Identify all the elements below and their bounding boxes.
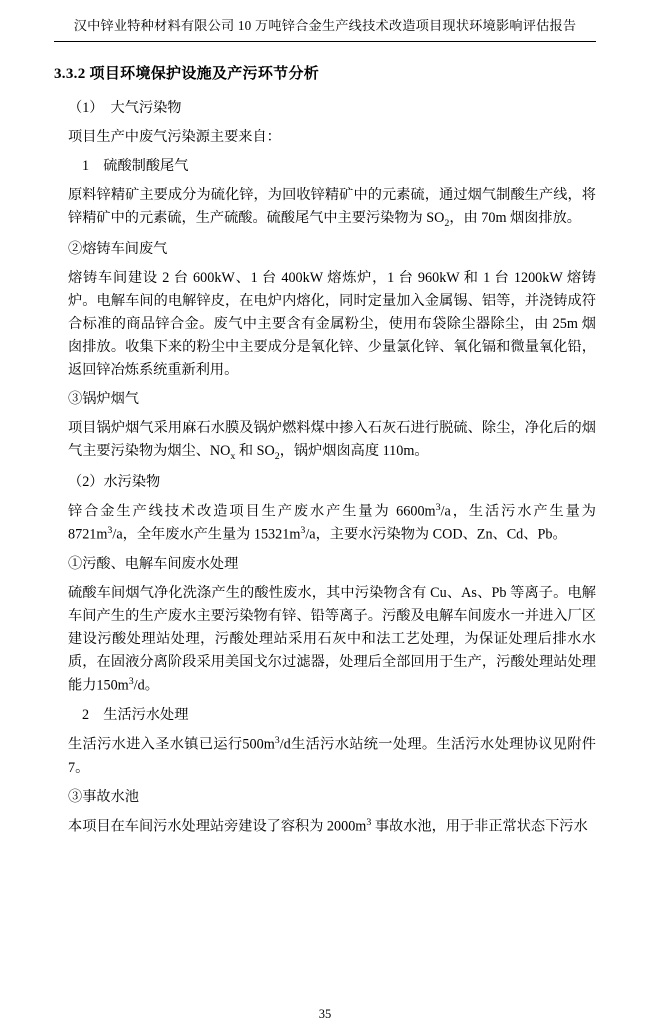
- paragraph-water-item-2-title: 2 生活污水处理: [82, 706, 189, 723]
- paragraph-item-2-body: 熔铸车间建设 2 台 600kW、1 台 400kW 熔炼炉，1 台 960kW 和 1 台 1200kW 熔铸炉。电解车间的电解锌皮，在电炉内熔化，同时定量加入金属锡、铝等，并浇铸成符合标准的商品锌合金。废气中主要含有金属粉尘，使用布袋除尘器除尘，由 25m 烟囱排放。收集下来的粉尘中主要成分是氧化锌、少量氯化锌、氧化镉和微量氧化铅，返回锌冶炼系统重新利用。: [68, 269, 596, 378]
- paragraph-item-1-body: 原料锌精矿主要成分为硫化锌，为回收锌精矿中的元素硫，通过烟气制酸生产线，将锌精矿中的元素硫，生产硫酸。硫酸尾气中主要污染物为 $SO_2$，由 70m 烟囱排放。: [68, 186, 596, 229]
- section-heading: 3.3.2 项目环境保护设施及产污环节分析: [54, 65, 320, 82]
- paragraph-water-item-1-title: ①污酸、电解车间废水处理: [68, 556, 239, 573]
- paragraph-water-item-1-body: 硫酸车间烟气净化洗涤产生的酸性废水，其中污染物含有 Cu、As、Pb 等离子。电解车间产生的生产废水主要污染物有锌、铅等离子。污酸及电解车间废水一并进入厂区建设污酸处理站处理，污酸处理站采用石灰中和法工艺处理，为保证处理后排水水质，在固液分离阶段采用美国戈尔过滤器，处理后全部回用于生产，污酸处理站处理能力$150m^3/d$。: [68, 585, 596, 694]
- paragraph-water-item-3-body: 本项目在车间污水处理站旁建设了容积为 $2000m^3$ 事故水池，用于非正常状态下污水: [68, 816, 588, 835]
- paragraph-air-sources-intro: 项目生产中废气污染源主要来自：: [68, 128, 281, 145]
- page-number: 35: [318, 1007, 332, 1021]
- paragraph-water-pollutants-title: （2）水污染物: [68, 473, 161, 490]
- paragraph-item-1-title: 1 硫酸制酸尾气: [82, 157, 189, 174]
- paragraph-water-item-2-body: 生活污水进入圣水镇已运行$500m^3/d$生活污水站统一处理。生活污水处理协议见附件7。: [68, 734, 596, 776]
- paragraph-water-item-3-title: ③事故水池: [68, 788, 139, 805]
- document-header: 汉中锌业特种材料有限公司 10 万吨锌合金生产线技术改造项目现状环境影响评估报告: [54, 16, 596, 42]
- paragraph-item-3-title: ③锅炉烟气: [68, 390, 139, 407]
- paragraph-item-3-body: 项目锅炉烟气采用麻石水膜及锅炉燃料煤中掺入石灰石进行脱硫、除尘，净化后的烟气主要污染物为烟尘、$NO_x$ 和 $SO_2$，锅炉烟囱高度 110m。: [68, 419, 596, 462]
- paragraph-air-pollutants-title: （1） 大气污染物: [68, 99, 182, 116]
- paragraph-item-2-title: ②熔铸车间废气: [68, 240, 168, 257]
- paragraph-water-quantity: 锌合金生产线技术改造项目生产废水产生量为 $6600m^3/a$，生活污水产生量为 $8721m^3/a$，全年废水产生量为 $15321m^3/a$，主要水污染物为 COD、Zn、Cd、Pb。: [68, 501, 596, 544]
